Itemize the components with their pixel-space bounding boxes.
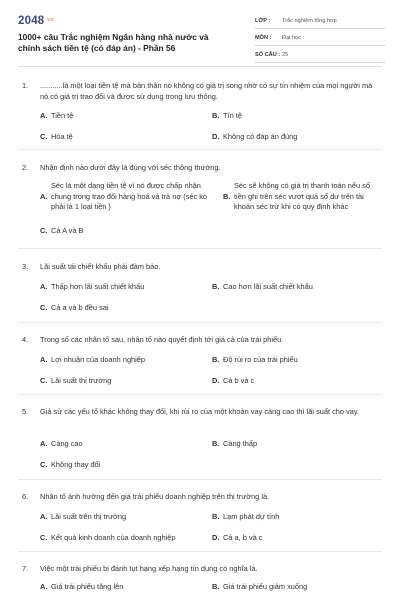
page-title: 1000+ câu Trắc nghiệm Ngân hàng nhà nước và chính sách tiền tệ (có đáp án) - Phần 56 xyxy=(18,32,209,54)
question-number: 1. xyxy=(22,81,29,90)
option-letter: D. xyxy=(212,376,220,385)
option-text: Tiền tệ xyxy=(51,111,74,120)
option-text: Giá trái phiếu giảm xuống xyxy=(223,582,308,591)
option-text: Kết quả kinh doanh của doanh nghiệp xyxy=(51,533,176,542)
option-text: Không thay đổi xyxy=(51,460,101,469)
question-number: 6. xyxy=(22,492,29,501)
option-a[interactable] xyxy=(40,582,210,593)
option-text: Cả A và B xyxy=(51,226,84,235)
option-letter: C. xyxy=(40,460,48,469)
option-text: Cao hơn lãi suất chiết khấu xyxy=(223,282,313,291)
option-c[interactable] xyxy=(40,460,210,471)
option-letter: D. xyxy=(212,533,220,542)
meta-info xyxy=(255,14,385,65)
option-letter: B. xyxy=(212,512,220,521)
option-text: Lạm phát dự tính xyxy=(223,512,280,521)
question-text: Nhận định nào dưới đây là đúng với séc thông thường. xyxy=(40,163,221,172)
question-text: Nhân tố ảnh hưởng đến giá trái phiếu doanh nghiệp trên thị trường là. xyxy=(40,492,270,501)
option-text: Lợi nhuận của doanh nghiệp xyxy=(51,355,146,364)
logo-main-text: 2048 xyxy=(18,15,45,27)
question-text: ...........là một loại tiền tệ mà bản thân nó không có giá trị song nhờ có sự tín nhiệm của mọi người mà nó có giá trị trao đổi và được sử dụng trong lưu thông. xyxy=(40,81,373,101)
option-c[interactable] xyxy=(40,376,210,387)
question-3 xyxy=(18,249,382,323)
option-text: Cả b và c xyxy=(223,376,255,385)
question-number: 7. xyxy=(22,564,29,573)
option-a[interactable] xyxy=(40,512,210,523)
option-a[interactable] xyxy=(40,111,190,122)
option-letter: B. xyxy=(223,192,231,201)
option-letter: A. xyxy=(40,582,48,591)
option-a[interactable] xyxy=(40,355,210,366)
question-text: Trong số các nhân tố sau, nhân tố nào quyết định tới giá cả của trái phiếu. xyxy=(40,335,284,344)
option-letter: A. xyxy=(40,512,48,521)
question-number: 3. xyxy=(22,262,29,271)
option-d[interactable] xyxy=(212,376,382,387)
option-text: Séc là một dạng tiền tệ vì nó được chấp nhận chung trong trao đổi hàng hoá và trả nợ (séc ko phải là 1 loại tiền } xyxy=(51,181,208,212)
option-b[interactable] xyxy=(212,355,382,366)
meta-row-subject xyxy=(255,31,385,46)
option-text: Lãi suất trên thị trường xyxy=(51,512,127,521)
option-c[interactable] xyxy=(40,533,210,544)
page-header xyxy=(0,0,400,66)
meta-row-class xyxy=(255,14,385,29)
option-c[interactable] xyxy=(40,132,190,143)
option-text: Thấp hơn lãi suất chiết khấu xyxy=(51,282,145,291)
option-letter: B. xyxy=(212,439,220,448)
option-letter: A. xyxy=(40,111,48,120)
option-text: Độ rủi ro của trái phiếu xyxy=(223,355,298,364)
option-letter: A. xyxy=(40,192,48,201)
option-letter: C. xyxy=(40,303,48,312)
option-text: Cả a, b và c xyxy=(223,533,263,542)
option-c[interactable] xyxy=(40,303,210,314)
question-text: Giả sử các yếu tố khác không thay đổi, khi rủi ro của một khoản vay càng cao thì lãi suất cho vay. xyxy=(40,407,360,416)
option-letter: B. xyxy=(212,111,220,120)
option-letter: A. xyxy=(40,355,48,364)
option-b[interactable] xyxy=(223,181,383,213)
option-d[interactable] xyxy=(212,533,382,544)
question-text: Việc một trái phiếu bị đánh tụt hạng xếp hạng tín dụng có nghĩa là. xyxy=(40,564,258,573)
question-number: 4. xyxy=(22,335,29,344)
option-a[interactable] xyxy=(40,181,212,213)
option-letter: C. xyxy=(40,226,48,235)
question-number: 2. xyxy=(22,163,29,172)
option-text: Càng cao xyxy=(51,439,83,448)
option-letter: B. xyxy=(212,355,220,364)
question-6 xyxy=(18,480,382,552)
question-5 xyxy=(18,395,382,480)
option-b[interactable] xyxy=(212,439,382,450)
option-a[interactable] xyxy=(40,439,210,450)
question-list xyxy=(0,67,400,597)
meta-key: MÔN : xyxy=(255,35,272,42)
option-b[interactable] xyxy=(212,282,382,293)
option-letter: C. xyxy=(40,132,48,141)
option-a[interactable] xyxy=(40,282,210,293)
option-d[interactable] xyxy=(212,132,362,143)
logo-suffix-text: .vn xyxy=(45,17,54,24)
option-letter: A. xyxy=(40,282,48,291)
meta-value: Trắc nghiệm tổng hợp xyxy=(282,18,337,25)
option-text: Không có đáp án đúng xyxy=(223,132,298,141)
option-text: Lãi suất thị trường xyxy=(51,376,112,385)
meta-key: SỐ CÂU : xyxy=(255,52,281,59)
option-b[interactable] xyxy=(212,111,362,122)
option-text: Hóa tệ xyxy=(51,132,73,141)
option-letter: D. xyxy=(212,132,220,141)
option-text: Séc sẽ không có giá trị thanh toán nếu số tiền ghi trên séc vượt quá số dư trên tài khoản séc trừ khi có quy định khác xyxy=(234,181,370,212)
question-text: Lãi suất tái chiết khấu phải đảm bảo. xyxy=(40,262,161,271)
meta-value: Đại học xyxy=(282,35,301,42)
option-letter: B. xyxy=(212,282,220,291)
question-7 xyxy=(18,552,382,597)
question-4 xyxy=(18,323,382,395)
question-number: 5. xyxy=(22,407,29,416)
option-letter: A. xyxy=(40,439,48,448)
option-text: Cả a và b đều sai xyxy=(51,303,109,312)
question-1 xyxy=(18,67,382,150)
meta-value: 25 xyxy=(282,52,289,59)
meta-key: LỚP : xyxy=(255,18,271,25)
meta-row-count xyxy=(255,48,385,63)
option-b[interactable] xyxy=(212,512,382,523)
option-letter: C. xyxy=(40,376,48,385)
option-text: Tín tệ xyxy=(223,111,242,120)
option-text: Giá trái phiếu tăng lên xyxy=(51,582,124,591)
option-text: Càng thấp xyxy=(223,439,258,448)
option-letter: C. xyxy=(40,533,48,542)
option-c[interactable] xyxy=(40,226,190,237)
question-2 xyxy=(18,150,382,249)
option-b[interactable] xyxy=(212,582,382,593)
option-letter: B. xyxy=(212,582,220,591)
